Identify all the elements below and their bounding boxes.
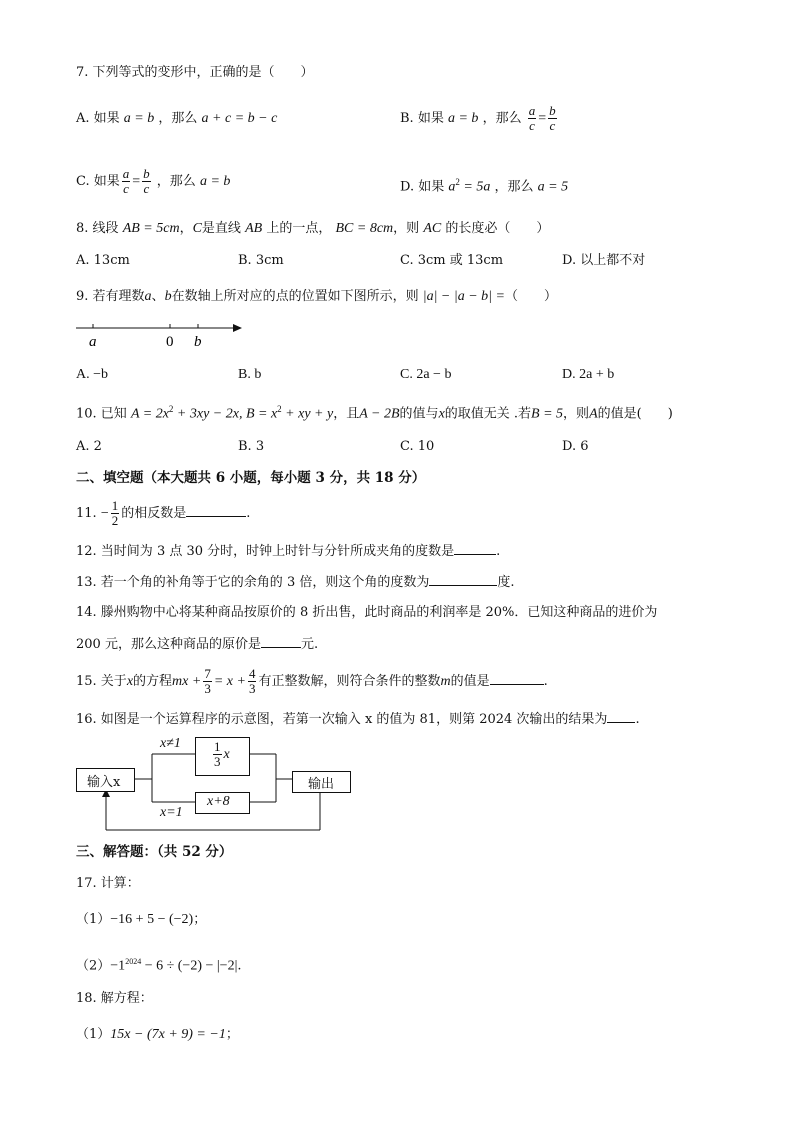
q9-option-a[interactable]: A. −b (76, 367, 109, 382)
flow-output-label: 输出 (308, 777, 335, 792)
q12-text: 12. 当时间为 3 点 30 分时，时钟上时针与分针所成夹角的度数是 (76, 544, 455, 559)
q10-option-d[interactable]: D. 6 (562, 439, 589, 454)
q11-text: 的相反数是 (121, 506, 187, 521)
q8-stem (76, 220, 549, 238)
flow-cond-top: x≠1 (160, 736, 181, 751)
flow-top-var: x (223, 747, 230, 762)
q11-sign: − (100, 506, 109, 521)
q8-stem-1: 8. 线段 (76, 221, 119, 236)
flow-bottom-op: x+8 (207, 794, 230, 809)
q8-stem-bc: BC = 8cm (335, 221, 394, 236)
flow-bottom-box (195, 792, 250, 814)
q8-stem-5: ，则 (393, 221, 420, 236)
q7-b-label: B. 如果 (400, 111, 444, 126)
q7-d-cond-rest: = 5a (459, 179, 491, 195)
flow-top-frac: $\frac{1}{3}$ (214, 739, 221, 769)
q18-p1-end: ； (225, 1027, 239, 1042)
flow-input-box (76, 768, 135, 792)
q18-part1 (76, 1026, 239, 1044)
q10-stem-exp1: 2 (168, 404, 174, 414)
q7-c-eq: = (132, 174, 141, 189)
q10-stem-b2: + xy + y (281, 406, 334, 422)
q15-text-4: 的值是 (450, 674, 490, 689)
q16 (76, 710, 640, 729)
q14-line2-text: 200 元，那么这种商品的原价是 (76, 637, 261, 652)
label-a: a (89, 334, 97, 350)
label-b: b (194, 334, 202, 350)
flow-top-box (195, 737, 250, 776)
q15-text-3: 有正整数解，则符合条件的整数 (258, 674, 441, 689)
q7-b-frac1: $\frac{a}{c}$ (528, 103, 536, 133)
q10-stem (76, 400, 673, 423)
flow-top-expr (211, 740, 230, 769)
q18-p1-expr: 15x − (7x + 9) = −1 (110, 1027, 226, 1042)
section-3-heading: 三、解答题：（共 52 分） (76, 844, 233, 860)
label-0: 0 (166, 334, 174, 350)
q7-b-eq: = (538, 111, 547, 126)
q10-stem-6: 的值是( ) (597, 406, 673, 422)
q12-end: . (496, 544, 501, 559)
q10-stem-2: ，且 (333, 406, 360, 422)
flow-input-label: 输入x (87, 775, 121, 790)
q11-num: 11. (76, 506, 97, 521)
q13-answer-blank[interactable] (429, 573, 497, 586)
q17-p2-exp: 2024 (125, 957, 142, 966)
q10-stem-a: A = 2x (130, 406, 169, 422)
q8-stem-ab: AB = 5cm (122, 221, 180, 236)
q10-option-b[interactable]: B. 3 (238, 439, 265, 454)
q11 (76, 496, 250, 532)
q9-stem-a: a (144, 289, 152, 304)
q9-stem-4: （ ） (504, 289, 557, 304)
flow-output-box (292, 771, 351, 793)
q8-option-a[interactable]: A. 13cm (76, 253, 130, 268)
q7-option-b[interactable] (400, 102, 559, 136)
q11-end: . (246, 506, 251, 521)
q17-p2-base: −1 (110, 958, 126, 974)
q15-m: m (440, 674, 451, 689)
section-2-heading: 二、填空题（本大题共 6 小题，每小题 3 分，共 18 分） (76, 470, 426, 486)
q9-stem-1: 9. 若有理数 (76, 289, 145, 304)
q16-end: . (635, 712, 640, 727)
q8-option-d[interactable]: D. 以上都不对 (562, 253, 646, 268)
q7-c-mid: ，那么 (156, 174, 196, 189)
q8-stem-6: 的长度必（ ） (445, 221, 550, 236)
q14-answer-blank[interactable] (261, 635, 301, 648)
q9-option-d[interactable]: D. 2a + b (562, 367, 615, 382)
q14-line1: 14. 滕州购物中心将某种商品按原价的 8 折出售，此时商品的利润率是 20%．已知这种商品的进价为 (76, 605, 658, 620)
q10-stem-a2: + 3xy − 2x, B = x (173, 406, 278, 422)
q15-end: . (543, 674, 548, 689)
q7-d-mid: ，那么 (494, 179, 534, 195)
q17-part1 (76, 911, 206, 929)
q10-stem-1: 10. 已知 (76, 406, 127, 422)
q8-stem-c: C (192, 221, 202, 236)
q7-a-label: A. 如果 (76, 111, 120, 126)
q18-p1-label: （1） (76, 1027, 111, 1042)
q10-stem-x: x (438, 406, 445, 422)
number-line-arrow (233, 324, 242, 332)
q7-c-frac1: $\frac{a}{c}$ (122, 166, 130, 196)
q10-stem-aq: A (589, 406, 598, 422)
q9-stem (76, 288, 557, 306)
q8-option-c[interactable]: C. 3cm 或 13cm (400, 253, 504, 268)
q17-p1-expr: −16 + 5 − (−2) (110, 912, 194, 927)
q11-frac: $\frac{1}{2}$ (111, 498, 119, 528)
q7-option-a[interactable] (76, 110, 277, 128)
q8-stem-3: 是直线 (201, 221, 241, 236)
q15-text-2: 的方程 (133, 674, 173, 689)
q15-frac2: $\frac{4}{3}$ (248, 666, 256, 696)
q8-stem-ac: AC (423, 221, 442, 236)
q10-stem-5: ，则 (563, 406, 590, 422)
q15-mx: mx + (172, 674, 202, 689)
q7-option-c[interactable] (76, 165, 230, 199)
q9-stem-2: 、 (151, 289, 165, 304)
q8-stem-ab2: AB (245, 221, 263, 236)
q7-d-cond-exp: 2 (455, 177, 460, 187)
q15-eq: = x + (213, 674, 246, 689)
q17-title: 17. 计算： (76, 876, 140, 891)
q11-answer-blank[interactable] (186, 504, 246, 517)
q9-option-c[interactable]: C. 2a − b (400, 367, 452, 382)
q10-stem-b5: B = 5 (531, 406, 564, 422)
q7-c-res: a = b (199, 174, 231, 189)
q13 (76, 573, 514, 592)
q7-a-cond: a = b (123, 111, 155, 126)
q15 (76, 664, 548, 700)
q17-p1-label: （1） (76, 912, 111, 927)
q18-title: 18. 解方程： (76, 991, 153, 1006)
q7-d-label: D. 如果 (400, 179, 445, 195)
q12 (76, 542, 500, 561)
number-line-diagram (70, 318, 250, 352)
q13-end: 度. (497, 575, 515, 590)
q8-stem-4: 上的一点， (266, 221, 332, 236)
q9-stem-expr: |a| − |a − b| = (422, 289, 505, 304)
q13-text: 13. 若一个角的补角等于它的余角的 3 倍，则这个角的度数为 (76, 575, 430, 590)
q16-answer-blank[interactable] (607, 710, 635, 723)
q15-answer-blank[interactable] (490, 672, 544, 685)
q15-frac1: $\frac{7}{3}$ (204, 666, 211, 696)
q10-stem-exp2: 2 (277, 404, 282, 414)
q10-stem-3: 的值与 (399, 406, 439, 422)
q7-a-mid: ，那么 (158, 111, 198, 126)
q14-end: 元. (300, 637, 319, 652)
q15-x: x (126, 674, 134, 689)
q17-part2 (76, 953, 242, 975)
q17-p2-rest: − 6 ÷ (−2) − |−2| (141, 958, 238, 974)
q14-line2 (76, 635, 318, 654)
q7-d-res: a = 5 (537, 179, 569, 195)
q7-b-mid: ，那么 (482, 111, 522, 126)
q9-stem-b: b (164, 289, 172, 304)
q7-d-cond-a: a (448, 179, 456, 195)
q7-stem: 7. 下列等式的变形中，正确的是（ ） (76, 65, 314, 80)
q16-text: 16. 如图是一个运算程序的示意图，若第一次输入 x 的值为 81，则第 2024 次输出的结果为 (76, 712, 608, 727)
q7-b-frac2: $\frac{b}{c}$ (549, 103, 556, 133)
q17-p2-label: （2） (76, 958, 111, 974)
q8-option-b[interactable]: B. 3cm (238, 253, 284, 268)
q9-stem-3: 在数轴上所对应的点的位置如下图所示，则 (171, 289, 419, 304)
q10-option-a[interactable]: A. 2 (76, 439, 102, 454)
q7-option-d[interactable] (400, 173, 568, 196)
q10-stem-4: 的取值无关 .若 (444, 406, 532, 422)
q9-option-b[interactable]: B. b (238, 367, 262, 382)
q7-b-cond: a = b (447, 111, 479, 126)
q17-p1-end: ； (193, 912, 207, 927)
q12-answer-blank[interactable] (454, 542, 496, 555)
q7-c-frac2: $\frac{b}{c}$ (143, 166, 150, 196)
q17-p2-end: . (237, 958, 242, 974)
q7-a-res: a + c = b − c (201, 111, 278, 126)
q10-option-c[interactable]: C. 10 (400, 439, 435, 454)
q15-text-1: 15. 关于 (76, 674, 127, 689)
q8-stem-2: ， (179, 221, 193, 236)
q10-stem-expr: A − 2B (359, 406, 400, 422)
q7-c-label: C. 如果 (76, 174, 120, 189)
flow-cond-bottom: x=1 (160, 805, 183, 820)
